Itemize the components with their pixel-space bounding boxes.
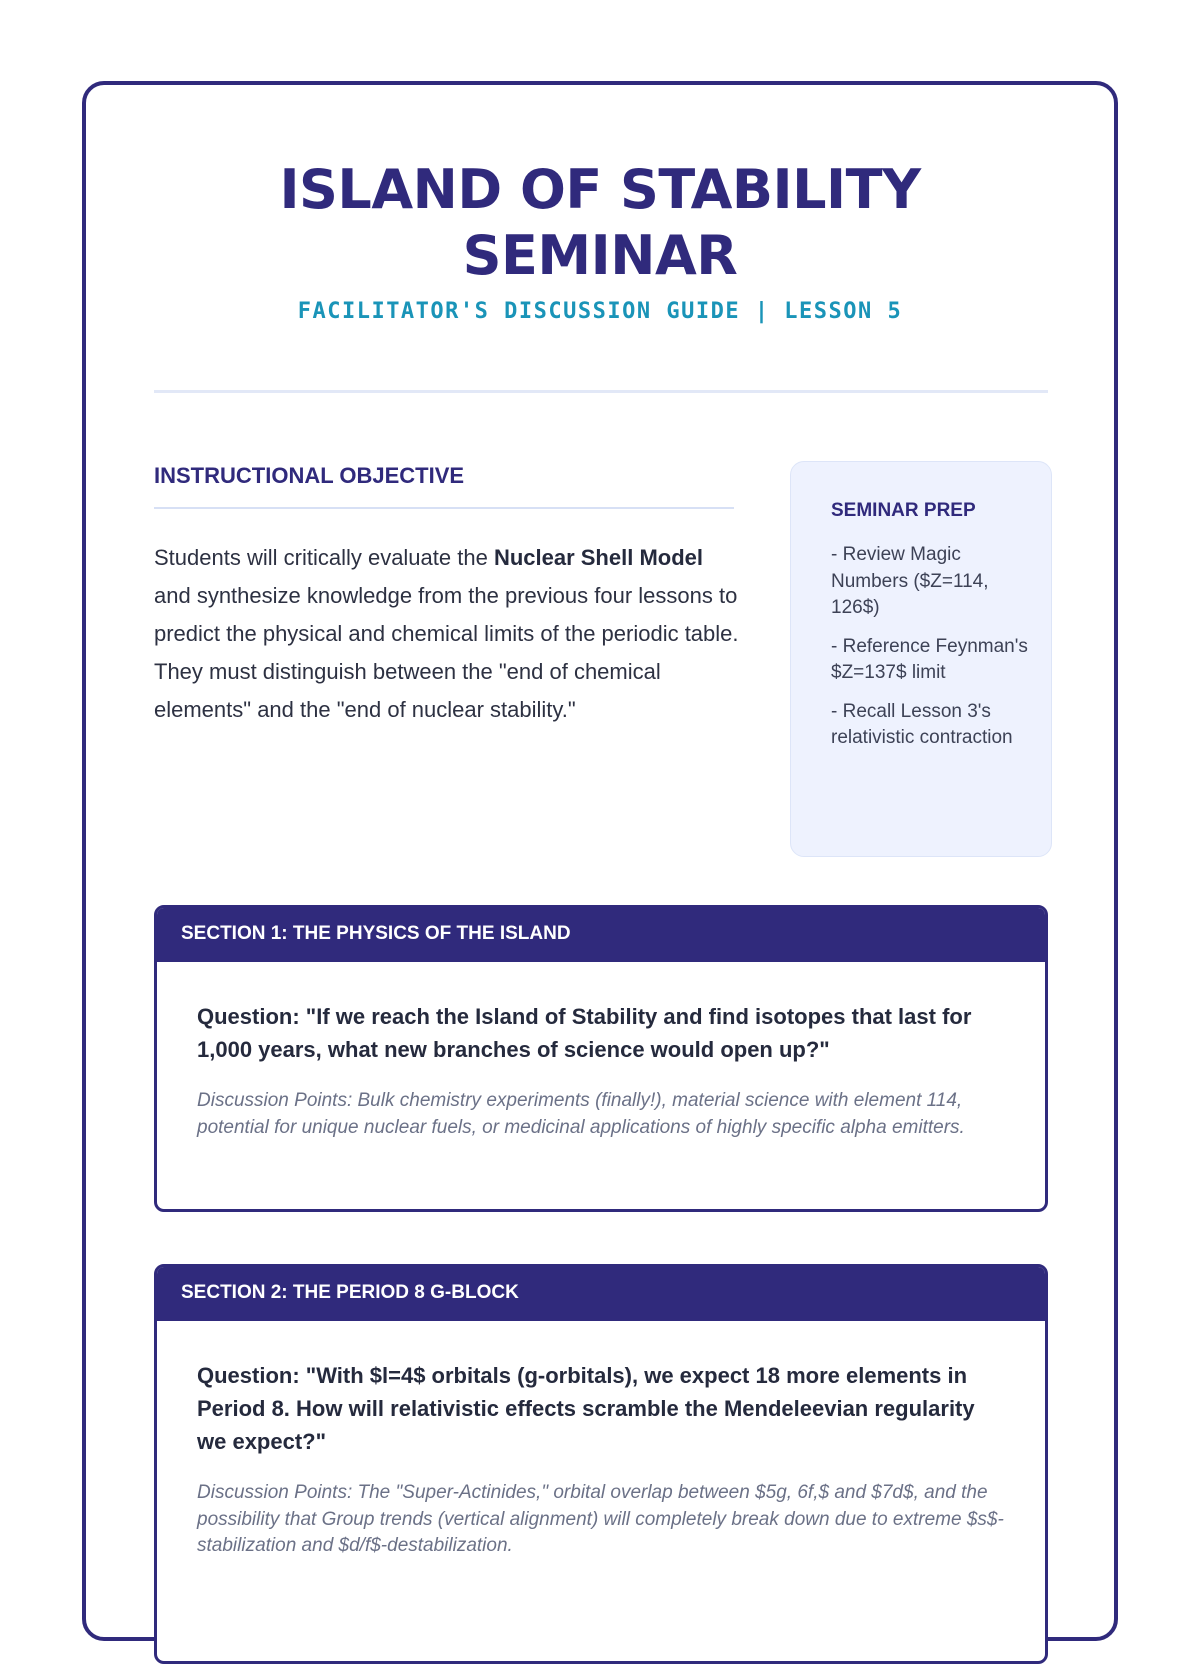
objective-text-start: Students will critically evaluate the [154, 545, 494, 570]
objective-heading: INSTRUCTIONAL OBJECTIVE [154, 463, 465, 488]
seminar-prep-box [790, 461, 1052, 857]
header-divider [154, 390, 1048, 393]
section-header: SECTION 2: THE PERIOD 8 G-BLOCK [157, 1267, 1045, 1321]
section-discussion: Discussion Points: Bulk chemistry experiments (finally!), material science with element 114, potential for unique nuclear fuels, or medicinal applications of highly specific alpha emitters. [197, 1090, 965, 1138]
seminar-prep-heading: SEMINAR PREP [831, 500, 976, 521]
section-card-2 [154, 1264, 1048, 1664]
section-body [157, 962, 1045, 1141]
page-subtitle: FACILITATOR'S DISCUSSION GUIDE | LESSON 5 [297, 299, 903, 324]
prep-item: - Reference Feynman's $Z=137$ limit [831, 635, 1028, 683]
objective-text [154, 539, 740, 729]
prep-item: - Review Magic Numbers ($Z=114, 126$) [831, 544, 989, 618]
objective-divider [154, 507, 734, 509]
section-body [157, 1321, 1045, 1560]
section-question: Question: "If we reach the Island of Stability and find isotopes that last for 1,000 years, what new branches of science would open up?" [197, 1004, 972, 1062]
title-line-1: ISLAND OF STABILITY [279, 158, 921, 221]
objective-text-bold: Nuclear Shell Model [493, 545, 703, 570]
objective-text-end: and synthesize knowledge from the previous four lessons to predict the physical and chemical limits of the periodic table. They must distinguish between the "end of chemical elements" and the "end of nuclear stability." [154, 583, 739, 722]
title-line-2: SEMINAR [462, 224, 738, 287]
prep-item: - Recall Lesson 3's relativistic contraction [831, 700, 1013, 748]
lesson-guide-card [82, 81, 1118, 1641]
section-header: SECTION 1: THE PHYSICS OF THE ISLAND [157, 908, 1045, 962]
section-question: Question: "With $l=4$ orbitals (g-orbitals), we expect 18 more elements in Period 8. How will relativistic effects scramble the Mendeleevian regularity we expect?" [197, 1363, 975, 1454]
section-card-1 [154, 905, 1048, 1212]
page-title [86, 157, 1114, 289]
section-discussion: Discussion Points: The "Super-Actinides," orbital overlap between $5g, 6f,$ and $7d$, and the possibility that Group trends (vertical alignment) will completely break down due to extreme $s$-stabilization and $d/f$-destabilization. [197, 1482, 1004, 1556]
